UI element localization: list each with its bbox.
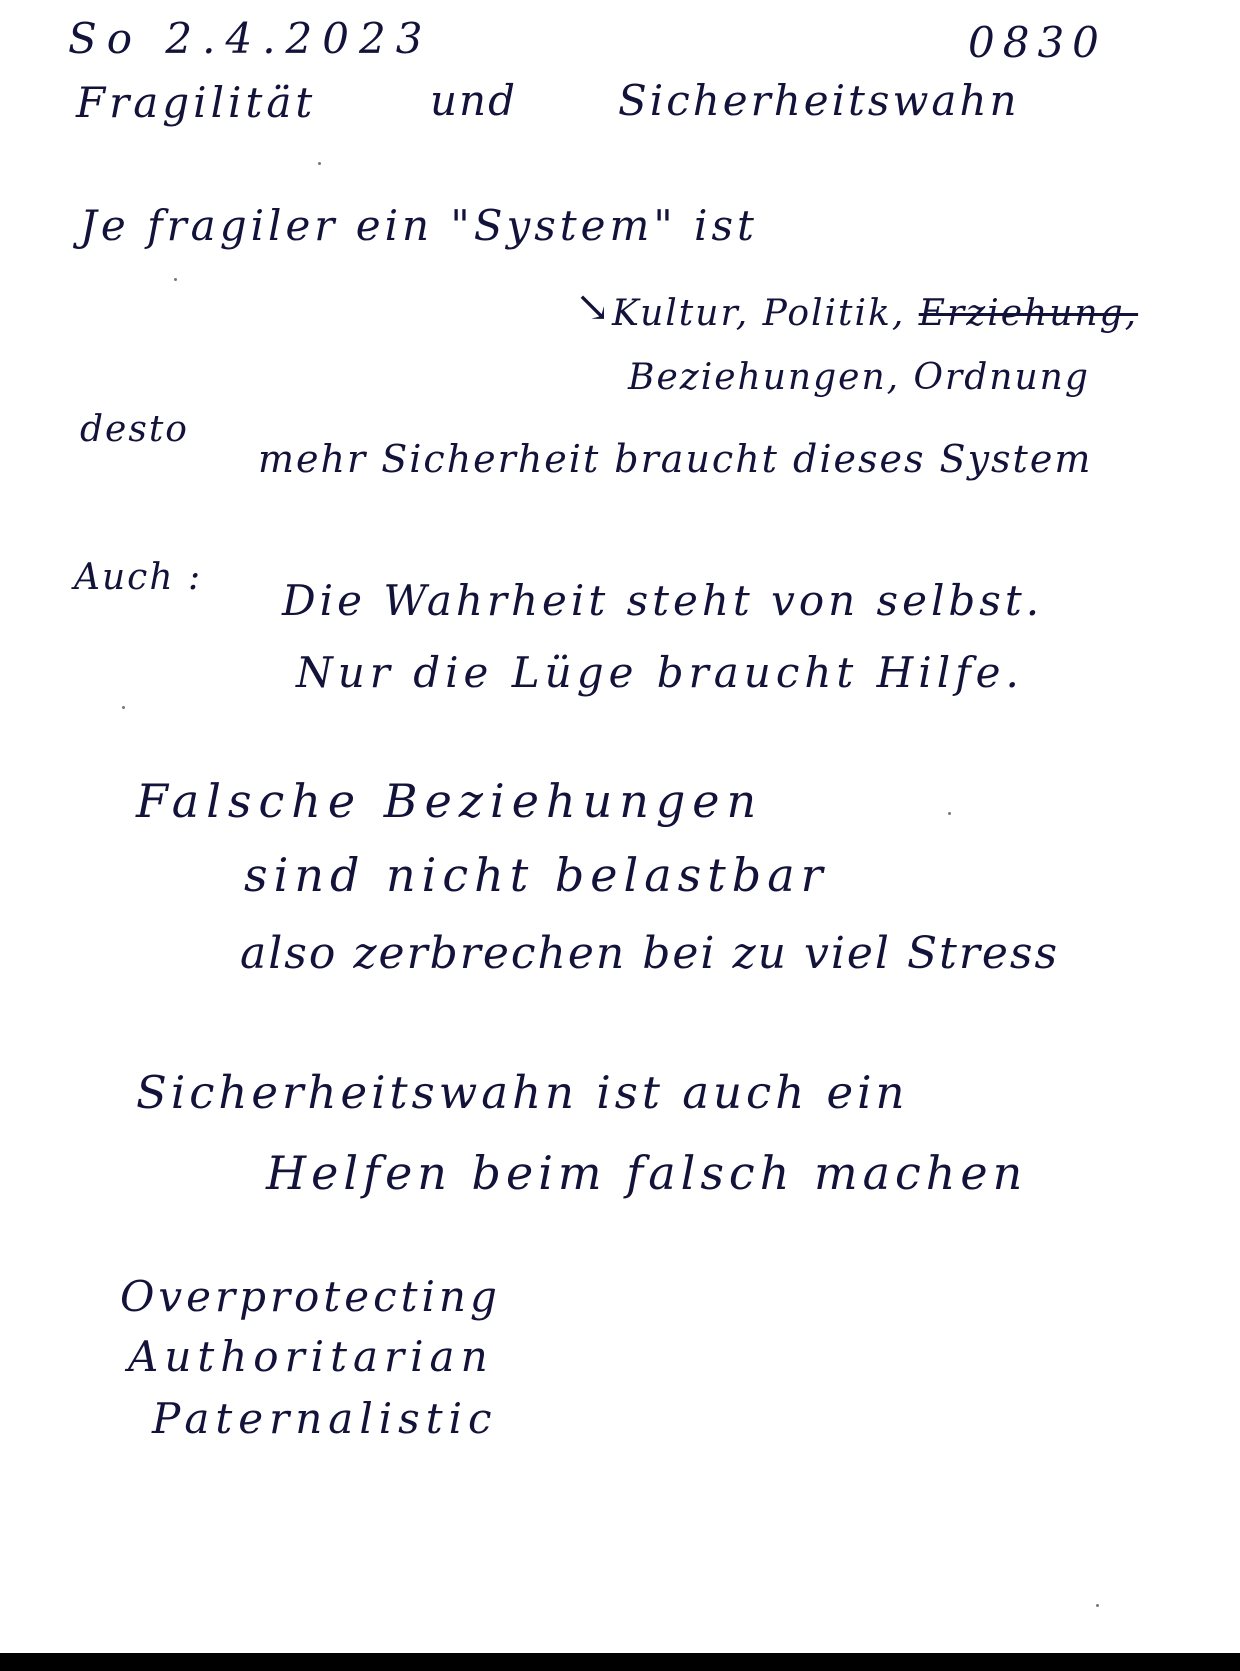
scan-bottom-border <box>0 1653 1240 1671</box>
date-text: So 2.4.2023 <box>68 14 433 63</box>
title-sicherheitswahn: Sicherheitswahn <box>618 76 1020 125</box>
section2-line1: Die Wahrheit steht von selbst. <box>282 576 1044 625</box>
section2-line2: Nur die Lüge braucht Hilfe. <box>296 648 1024 697</box>
section1-line2: mehr Sicherheit braucht dieses System <box>258 437 1093 481</box>
section3-line1: Falsche Beziehungen <box>136 774 764 828</box>
word-paternalistic: Paternalistic <box>152 1394 498 1443</box>
scan-speck <box>318 162 321 165</box>
examples-line1 <box>612 293 1139 334</box>
scan-speck <box>122 706 125 709</box>
section3-line2: sind nicht belastbar <box>244 848 829 902</box>
time-text: 0830 <box>968 18 1107 67</box>
auch-label: Auch : <box>74 557 203 598</box>
examples-line2: Beziehungen, Ordnung <box>628 357 1090 398</box>
section4-line2: Helfen beim falsch machen <box>266 1146 1028 1200</box>
title-und: und <box>430 76 517 125</box>
section1-desto: desto <box>80 409 189 450</box>
arrow-icon: ↘ <box>575 282 613 331</box>
section1-line1: Je fragiler ein "System" ist <box>80 201 758 250</box>
scan-speck <box>1096 1604 1099 1607</box>
scan-speck <box>948 812 951 815</box>
word-overprotecting: Overprotecting <box>120 1272 501 1321</box>
title-fragilitaet: Fragilität <box>76 78 317 127</box>
examples-erziehung-struck: Erziehung, <box>918 293 1139 334</box>
examples-kultur-politik: Kultur, Politik, <box>612 293 906 334</box>
section4-line1: Sicherheitswahn ist auch ein <box>136 1066 909 1119</box>
word-authoritarian: Authoritarian <box>128 1332 494 1381</box>
section3-line3: also zerbrechen bei zu viel Stress <box>240 928 1060 979</box>
scan-speck <box>174 278 177 281</box>
